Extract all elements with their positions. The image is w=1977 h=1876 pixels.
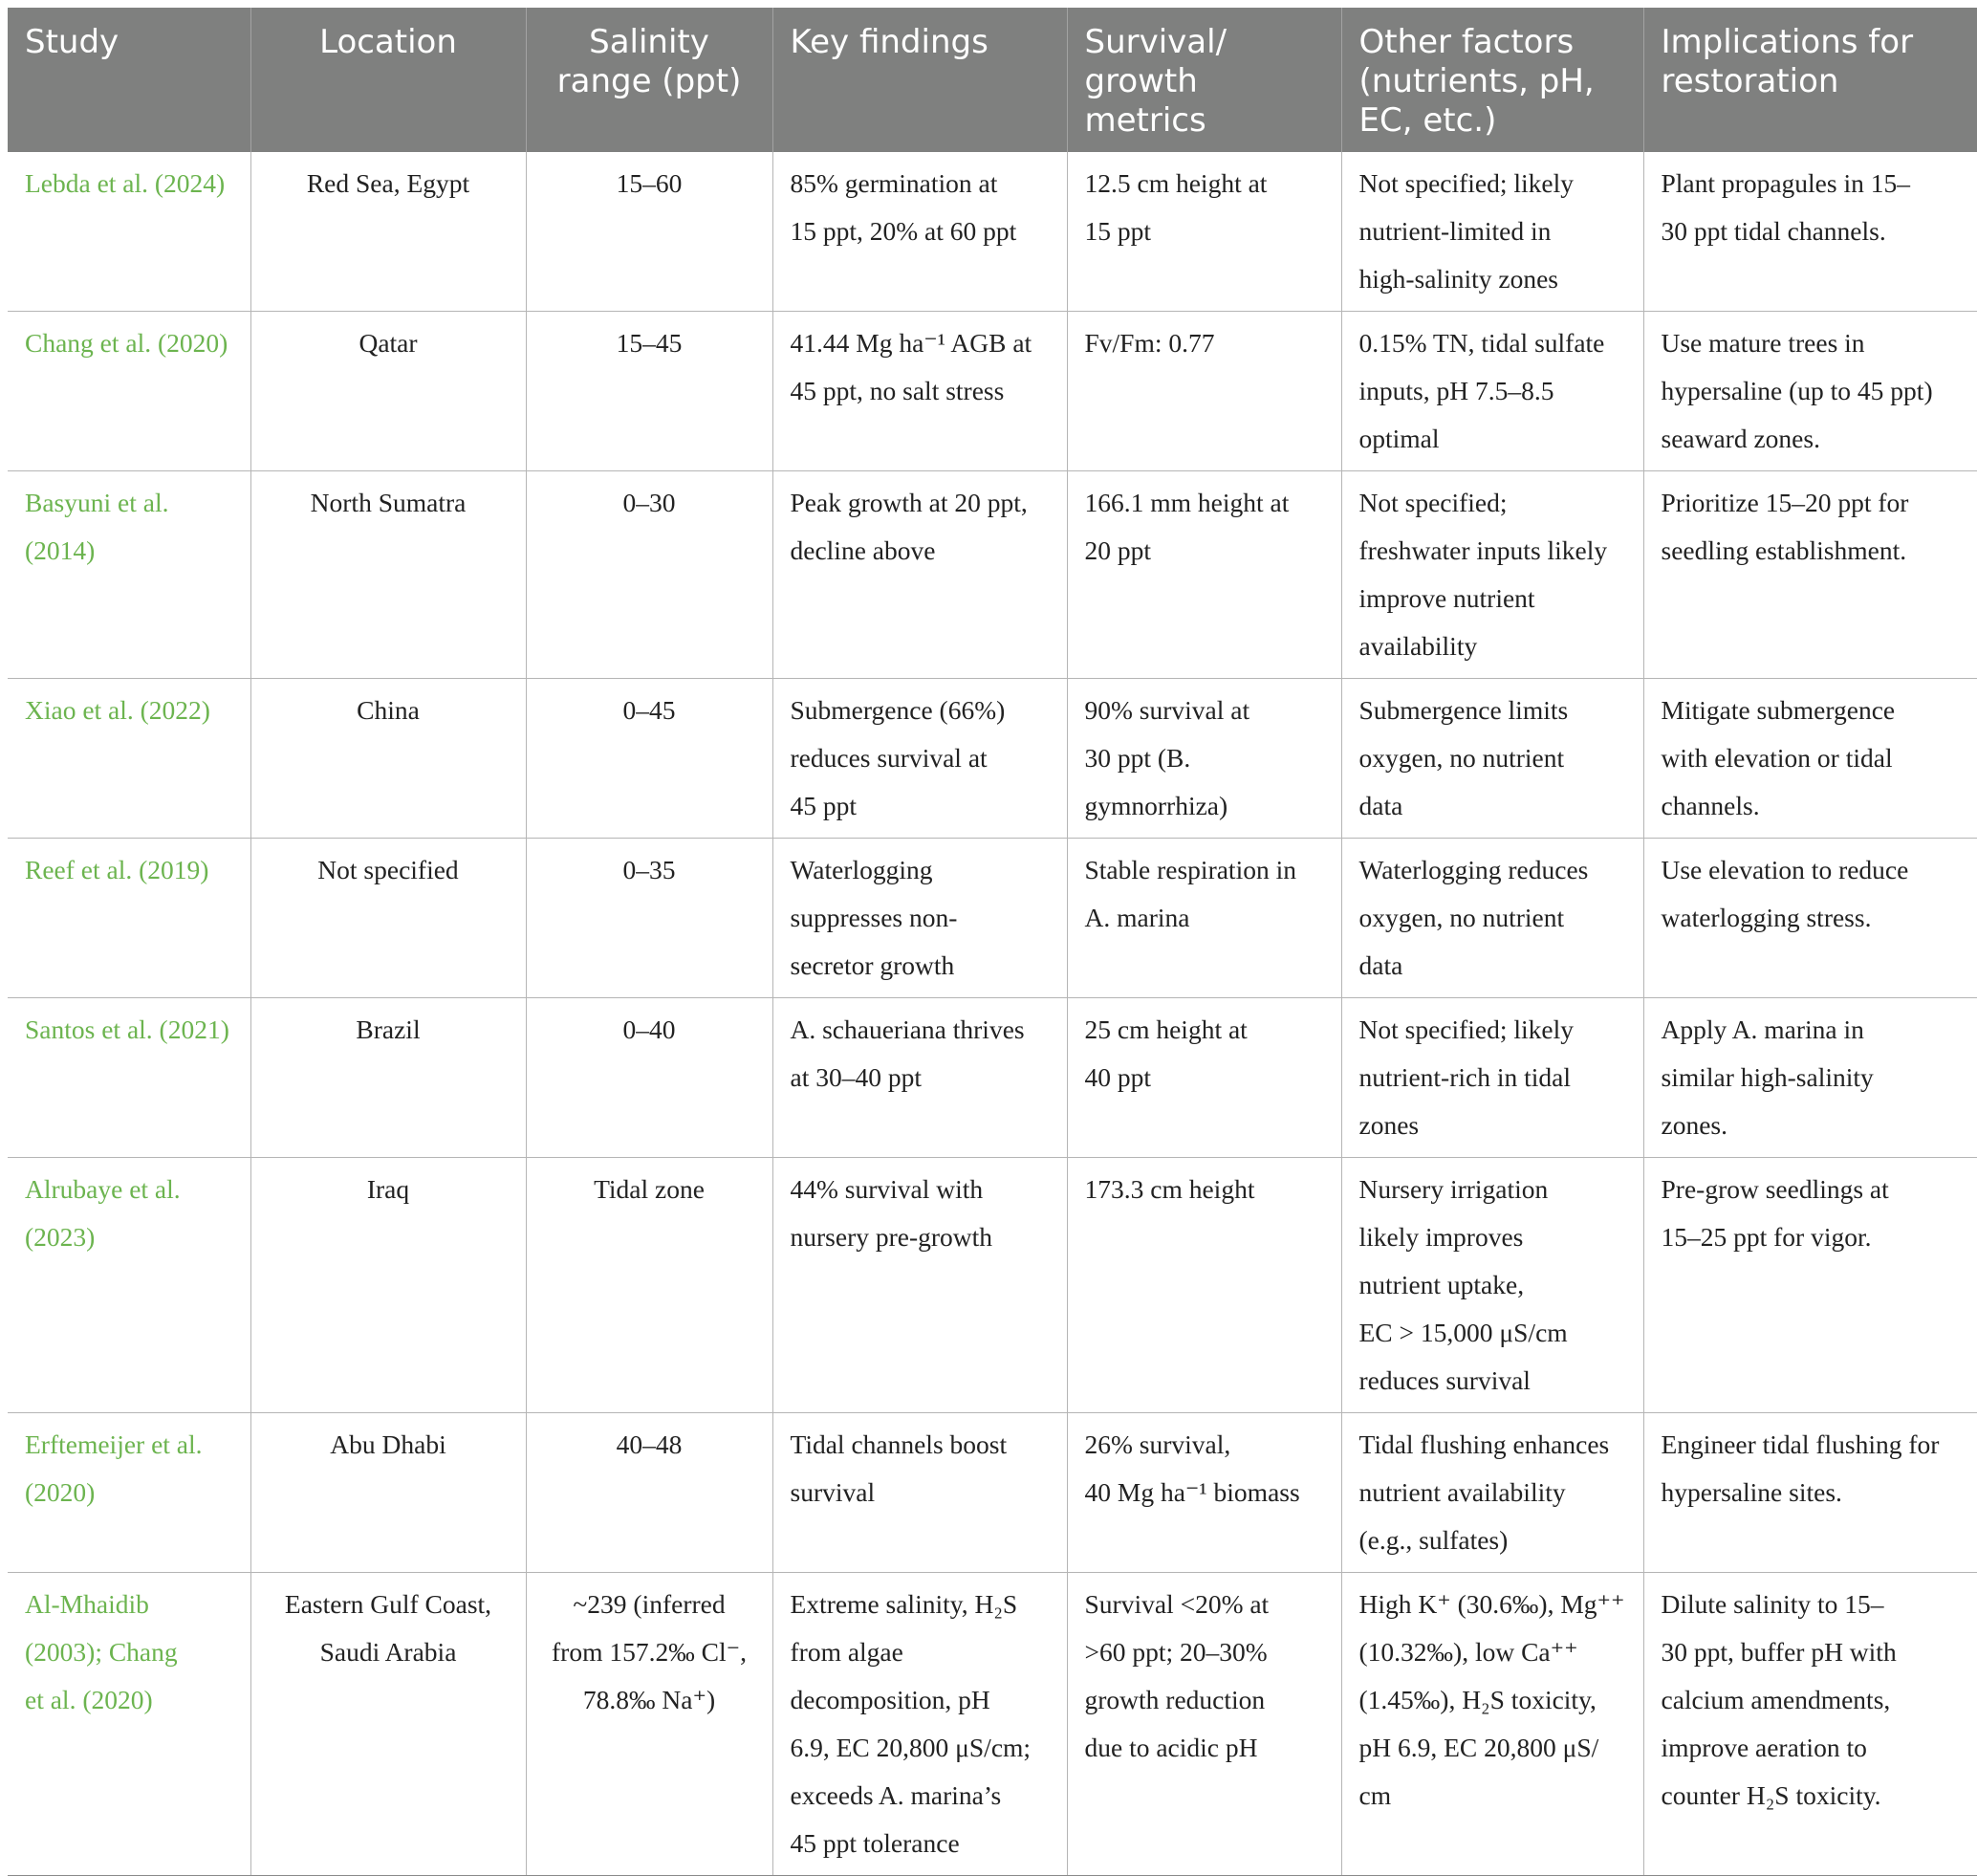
cell-text-line: at 30–40 ppt	[790, 1062, 922, 1092]
cell-text-line: Abu Dhabi	[330, 1429, 446, 1459]
cell-text-line: 173.3 cm height	[1084, 1174, 1255, 1204]
cell-text-line: 41.44 Mg ha⁻¹ AGB at	[790, 328, 1032, 358]
cell-study[interactable]	[8, 839, 250, 998]
cell-text-line: Pre-grow seedlings at	[1661, 1174, 1889, 1204]
cell-text-line: oxygen, no nutrient	[1358, 743, 1565, 773]
cell-location	[250, 312, 526, 471]
cell-text-line: oxygen, no nutrient	[1358, 903, 1565, 932]
cell-text-line: 6.9, EC 20,800 μS/cm;	[790, 1733, 1032, 1762]
cell-text-line: Submergence limits	[1358, 695, 1569, 725]
header-other-factors	[1341, 8, 1643, 152]
cell-text-line: with elevation or tidal	[1661, 743, 1893, 773]
cell-text-line: 15–60	[616, 168, 683, 198]
cell-text-line: 30 ppt tidal channels.	[1661, 216, 1886, 246]
cell-text-line: due to acidic pH	[1084, 1733, 1258, 1762]
cell-other-factors	[1341, 471, 1643, 679]
cell-text-line: decline above	[790, 535, 936, 565]
cell-text-line: counter H₂S toxicity.	[1661, 1780, 1881, 1810]
cell-text-line: hypersaline (up to 45 ppt)	[1661, 376, 1933, 405]
table-row	[8, 471, 1977, 679]
cell-text-line: similar high-salinity	[1661, 1062, 1874, 1092]
cell-salinity-range	[526, 839, 772, 998]
cell-study[interactable]	[8, 312, 250, 471]
cell-study[interactable]	[8, 152, 250, 312]
cell-text-line: optimal	[1358, 424, 1440, 453]
cell-text-line: channels.	[1661, 791, 1760, 820]
cell-text-line: 45 ppt	[790, 791, 858, 820]
cell-salinity-range	[526, 471, 772, 679]
header-line: restoration	[1661, 62, 1839, 100]
cell-implications	[1643, 679, 1977, 839]
cell-survival-growth-metrics	[1067, 471, 1341, 679]
cell-text-line: A. schaueriana thrives	[790, 1014, 1025, 1044]
cell-salinity-range	[526, 312, 772, 471]
cell-other-factors	[1341, 312, 1643, 471]
cell-text-line: calcium amendments,	[1661, 1685, 1891, 1714]
cell-survival-growth-metrics	[1067, 1413, 1341, 1573]
cell-text-line: Qatar	[358, 328, 418, 358]
cell-text-line: 15–25 ppt for vigor.	[1661, 1222, 1872, 1252]
cell-text-line: gymnorrhiza)	[1084, 791, 1228, 820]
cell-other-factors	[1341, 1158, 1643, 1413]
cell-text-line: Not specified; likely	[1358, 168, 1575, 198]
table-row	[8, 152, 1977, 312]
cell-text-line: EC > 15,000 μS/cm	[1358, 1318, 1568, 1347]
header-line: (nutrients, pH,	[1358, 62, 1595, 100]
cell-text-line: survival	[790, 1477, 876, 1507]
cell-text-line: seaward zones.	[1661, 424, 1820, 453]
study-reference-link[interactable]: Erftemeijer et al.	[25, 1429, 203, 1459]
table-row	[8, 312, 1977, 471]
cell-text-line: Prioritize 15–20 ppt for	[1661, 488, 1909, 517]
cell-text-line: Tidal channels boost	[790, 1429, 1008, 1459]
cell-text-line: 78.8‰ Na⁺)	[582, 1685, 716, 1714]
study-reference-link[interactable]: Al-Mhaidib	[25, 1589, 149, 1619]
cell-text-line: 40 ppt	[1084, 1062, 1152, 1092]
cell-text-line: 40–48	[616, 1429, 683, 1459]
cell-text-line: 12.5 cm height at	[1084, 168, 1268, 198]
header-row	[8, 8, 1977, 152]
cell-text-line: 20 ppt	[1084, 535, 1152, 565]
study-reference-link[interactable]: Xiao et al. (2022)	[25, 695, 210, 725]
header-line: Survival/	[1084, 23, 1227, 61]
table-row	[8, 1413, 1977, 1573]
study-reference-link[interactable]: Lebda et al. (2024)	[25, 168, 226, 198]
cell-salinity-range	[526, 152, 772, 312]
cell-key-findings	[772, 1573, 1067, 1876]
cell-study[interactable]	[8, 471, 250, 679]
cell-text-line: 30 ppt (B.	[1084, 743, 1191, 773]
cell-survival-growth-metrics	[1067, 152, 1341, 312]
cell-text-line: seedling establishment.	[1661, 535, 1907, 565]
cell-survival-growth-metrics	[1067, 839, 1341, 998]
header-line: Implications for	[1661, 23, 1914, 61]
cell-text-line: freshwater inputs likely	[1358, 535, 1608, 565]
header-line: range (ppt)	[556, 62, 742, 100]
study-reference-link[interactable]: et al. (2020)	[25, 1685, 153, 1714]
cell-text-line: 45 ppt tolerance	[790, 1828, 960, 1858]
cell-text-line: hypersaline sites.	[1661, 1477, 1842, 1507]
cell-text-line: High K⁺ (30.6‰), Mg⁺⁺	[1358, 1589, 1625, 1619]
table-row	[8, 679, 1977, 839]
cell-text-line: reduces survival at	[790, 743, 988, 773]
cell-other-factors	[1341, 998, 1643, 1158]
cell-survival-growth-metrics	[1067, 679, 1341, 839]
header-line: metrics	[1084, 101, 1206, 140]
cell-text-line: 15–45	[616, 328, 683, 358]
cell-text-line: 44% survival with	[790, 1174, 984, 1204]
cell-text-line: reduces survival	[1358, 1365, 1531, 1395]
cell-text-line: Nursery irrigation	[1358, 1174, 1549, 1204]
cell-text-line: 0–30	[622, 488, 676, 517]
cell-text-line: data	[1358, 950, 1403, 980]
header-survival-growth-metrics	[1067, 8, 1341, 152]
study-reference-link[interactable]: Santos et al. (2021)	[25, 1014, 229, 1044]
cell-implications	[1643, 312, 1977, 471]
cell-key-findings	[772, 312, 1067, 471]
header-line: Location	[319, 23, 457, 61]
cell-location	[250, 998, 526, 1158]
cell-text-line: Submergence (66%)	[790, 695, 1006, 725]
cell-survival-growth-metrics	[1067, 312, 1341, 471]
cell-other-factors	[1341, 1573, 1643, 1876]
cell-text-line: 26% survival,	[1084, 1429, 1231, 1459]
cell-text-line: Use mature trees in	[1661, 328, 1865, 358]
cell-text-line: nursery pre-growth	[790, 1222, 993, 1252]
cell-text-line: 85% germination at	[790, 168, 998, 198]
cell-text-line: (1.45‰), H₂S toxicity,	[1358, 1685, 1597, 1714]
cell-text-line: 15 ppt, 20% at 60 ppt	[790, 216, 1017, 246]
cell-text-line: Not specified;	[1358, 488, 1508, 517]
cell-location	[250, 679, 526, 839]
cell-implications	[1643, 1573, 1977, 1876]
cell-key-findings	[772, 998, 1067, 1158]
cell-text-line: Survival <20% at	[1084, 1589, 1270, 1619]
cell-text-line: Plant propagules in 15–	[1661, 168, 1910, 198]
cell-text-line: nutrient-rich in tidal	[1358, 1062, 1571, 1092]
header-study	[8, 8, 250, 152]
cell-text-line: improve aeration to	[1661, 1733, 1867, 1762]
header-line: Salinity	[589, 23, 709, 61]
cell-location	[250, 1413, 526, 1573]
study-reference-link[interactable]: Basyuni et al.	[25, 488, 169, 517]
cell-text-line: cm	[1358, 1780, 1392, 1810]
cell-text-line: Eastern Gulf Coast,	[284, 1589, 492, 1619]
cell-text-line: suppresses non-	[790, 903, 958, 932]
study-reference-link[interactable]: Alrubaye et al.	[25, 1174, 181, 1204]
cell-text-line: 0–35	[622, 855, 676, 884]
cell-implications	[1643, 839, 1977, 998]
cell-study[interactable]	[8, 998, 250, 1158]
table-body	[8, 152, 1977, 1876]
header-line: Key findings	[790, 23, 988, 61]
study-reference-link[interactable]: (2003); Chang	[25, 1637, 178, 1667]
table-row	[8, 839, 1977, 998]
cell-text-line: Fv/Fm: 0.77	[1084, 328, 1215, 358]
cell-salinity-range	[526, 998, 772, 1158]
cell-text-line: A. marina	[1084, 903, 1190, 932]
cell-text-line: from 157.2‰ Cl⁻,	[552, 1637, 747, 1667]
cell-text-line: China	[357, 695, 420, 725]
cell-text-line: high-salinity zones	[1358, 264, 1559, 294]
cell-text-line: North Sumatra	[310, 488, 467, 517]
cell-text-line: Brazil	[356, 1014, 421, 1044]
cell-text-line: zones	[1358, 1110, 1420, 1140]
cell-text-line: (10.32‰), low Ca⁺⁺	[1358, 1637, 1578, 1667]
cell-text-line: Saudi Arabia	[319, 1637, 457, 1667]
cell-text-line: 0.15% TN, tidal sulfate	[1358, 328, 1605, 358]
cell-text-line: Tidal flushing enhances	[1358, 1429, 1610, 1459]
cell-other-factors	[1341, 1413, 1643, 1573]
cell-text-line: decomposition, pH	[790, 1685, 990, 1714]
cell-text-line: Red Sea, Egypt	[306, 168, 470, 198]
cell-salinity-range	[526, 1158, 772, 1413]
cell-text-line: 90% survival at	[1084, 695, 1250, 725]
cell-text-line: 0–45	[622, 695, 676, 725]
cell-text-line: Tidal zone	[594, 1174, 705, 1204]
cell-implications	[1643, 471, 1977, 679]
table-row	[8, 1158, 1977, 1413]
cell-other-factors	[1341, 839, 1643, 998]
cell-text-line: Not specified	[317, 855, 459, 884]
cell-text-line: 30 ppt, buffer pH with	[1661, 1637, 1897, 1667]
cell-key-findings	[772, 839, 1067, 998]
cell-text-line: availability	[1358, 631, 1478, 661]
cell-implications	[1643, 1413, 1977, 1573]
cell-salinity-range	[526, 1573, 772, 1876]
cell-location	[250, 839, 526, 998]
cell-salinity-range	[526, 679, 772, 839]
cell-text-line: Extreme salinity, H₂S	[790, 1589, 1018, 1619]
study-reference-link[interactable]: Chang et al. (2020)	[25, 328, 228, 358]
cell-study[interactable]	[8, 1413, 250, 1573]
header-location	[250, 8, 526, 152]
cell-other-factors	[1341, 679, 1643, 839]
table-row	[8, 998, 1977, 1158]
cell-text-line: from algae	[790, 1637, 903, 1667]
cell-text-line: Waterlogging	[790, 855, 933, 884]
study-reference-link[interactable]: (2023)	[25, 1222, 96, 1252]
salinity-studies-table	[8, 8, 1977, 1876]
cell-survival-growth-metrics	[1067, 1573, 1341, 1876]
header-line: EC, etc.)	[1358, 101, 1497, 140]
cell-text-line: nutrient-limited in	[1358, 216, 1552, 246]
header-salinity-range	[526, 8, 772, 152]
cell-implications	[1643, 1158, 1977, 1413]
cell-text-line: Use elevation to reduce	[1661, 855, 1909, 884]
cell-implications	[1643, 152, 1977, 312]
cell-text-line: likely improves	[1358, 1222, 1524, 1252]
cell-text-line: growth reduction	[1084, 1685, 1266, 1714]
cell-text-line: Peak growth at 20 ppt,	[790, 488, 1028, 517]
table-row	[8, 1573, 1977, 1876]
study-reference-link[interactable]: Reef et al. (2019)	[25, 855, 209, 884]
cell-text-line: (e.g., sulfates)	[1358, 1525, 1509, 1555]
cell-text-line: waterlogging stress.	[1661, 903, 1872, 932]
study-reference-link[interactable]: (2020)	[25, 1477, 96, 1507]
header-line: Study	[25, 23, 119, 61]
cell-survival-growth-metrics	[1067, 1158, 1341, 1413]
cell-text-line: Dilute salinity to 15–	[1661, 1589, 1884, 1619]
cell-text-line: Apply A. marina in	[1661, 1014, 1864, 1044]
cell-text-line: 40 Mg ha⁻¹ biomass	[1084, 1477, 1300, 1507]
header-implications	[1643, 8, 1977, 152]
cell-text-line: Stable respiration in	[1084, 855, 1296, 884]
table-container	[8, 8, 1977, 1876]
cell-text-line: ~239 (inferred	[573, 1589, 726, 1619]
cell-text-line: 166.1 mm height at	[1084, 488, 1290, 517]
cell-location	[250, 1573, 526, 1876]
header-line: Other factors	[1358, 23, 1575, 61]
cell-text-line: >60 ppt; 20–30%	[1084, 1637, 1268, 1667]
cell-key-findings	[772, 1158, 1067, 1413]
cell-key-findings	[772, 152, 1067, 312]
cell-text-line: secretor growth	[790, 950, 955, 980]
cell-survival-growth-metrics	[1067, 998, 1341, 1158]
cell-key-findings	[772, 471, 1067, 679]
cell-text-line: Not specified; likely	[1358, 1014, 1575, 1044]
cell-text-line: inputs, pH 7.5–8.5	[1358, 376, 1554, 405]
cell-text-line: 45 ppt, no salt stress	[790, 376, 1005, 405]
table-header	[8, 8, 1977, 152]
study-reference-link[interactable]: (2014)	[25, 535, 96, 565]
cell-study[interactable]	[8, 1573, 250, 1876]
cell-text-line: Engineer tidal flushing for	[1661, 1429, 1940, 1459]
cell-study[interactable]	[8, 679, 250, 839]
cell-text-line: data	[1358, 791, 1403, 820]
cell-location	[250, 1158, 526, 1413]
cell-text-line: zones.	[1661, 1110, 1727, 1140]
cell-text-line: Iraq	[366, 1174, 410, 1204]
cell-other-factors	[1341, 152, 1643, 312]
cell-key-findings	[772, 1413, 1067, 1573]
cell-text-line: 0–40	[622, 1014, 676, 1044]
cell-text-line: 15 ppt	[1084, 216, 1152, 246]
cell-text-line: Mitigate submergence	[1661, 695, 1896, 725]
cell-location	[250, 152, 526, 312]
cell-text-line: improve nutrient	[1358, 583, 1535, 613]
cell-location	[250, 471, 526, 679]
cell-text-line: Waterlogging reduces	[1358, 855, 1589, 884]
cell-text-line: exceeds A. marina’s	[790, 1780, 1002, 1810]
header-key-findings	[772, 8, 1067, 152]
cell-text-line: nutrient availability	[1358, 1477, 1566, 1507]
cell-key-findings	[772, 679, 1067, 839]
cell-implications	[1643, 998, 1977, 1158]
cell-salinity-range	[526, 1413, 772, 1573]
cell-text-line: nutrient uptake,	[1358, 1270, 1525, 1299]
cell-text-line: 25 cm height at	[1084, 1014, 1248, 1044]
cell-study[interactable]	[8, 1158, 250, 1413]
header-line: growth	[1084, 62, 1198, 100]
cell-text-line: pH 6.9, EC 20,800 μS/	[1358, 1733, 1599, 1762]
